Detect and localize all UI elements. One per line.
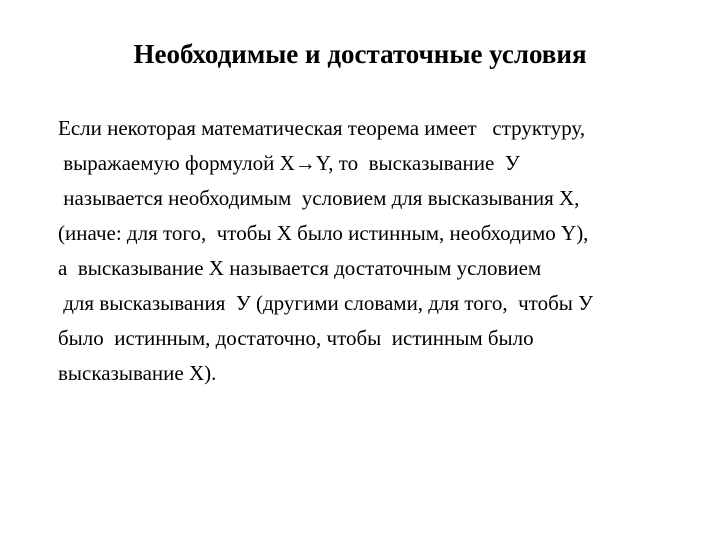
body-line: называется необходимым условием для высказывания X,: [58, 186, 580, 210]
body-line: высказывание X).: [58, 361, 217, 385]
body-line: было истинным, достаточно, чтобы истинным было: [58, 326, 534, 350]
body-line: для высказывания У (другими словами, для того, чтобы У: [58, 291, 593, 315]
slide-title: Необходимые и достаточные условия: [133, 39, 587, 69]
body-line: (иначе: для того, чтобы X было истинным, необходимо Y),: [58, 221, 589, 245]
body-line: выражаемую формулой X→Y, то высказывание У: [58, 151, 520, 175]
body-line: а высказывание X называется достаточным условием: [58, 256, 542, 280]
body-line: Если некоторая математическая теорема имеет структуру,: [58, 116, 586, 140]
slide-body-text: [58, 111, 708, 391]
